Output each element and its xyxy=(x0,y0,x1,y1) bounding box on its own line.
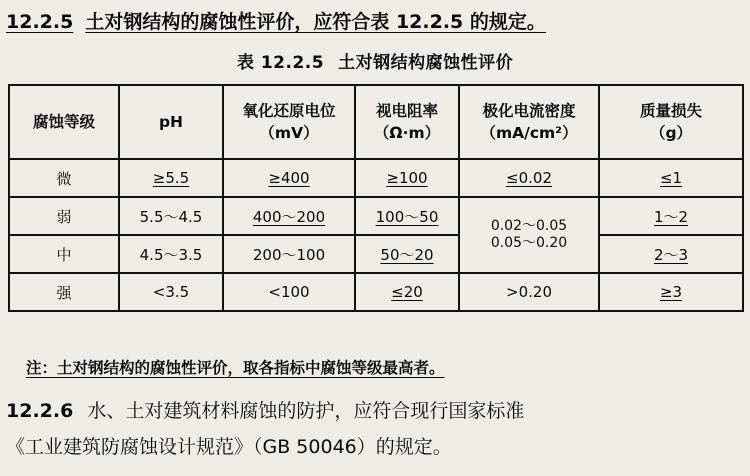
clause-12-2-6-line2: 《工业建筑防腐蚀设计规范》（GB 50046）的规定。 xyxy=(6,436,452,458)
cell-resistivity xyxy=(355,235,459,273)
header-mass-line2: （g） xyxy=(649,124,693,142)
header-cell-ph xyxy=(119,85,223,159)
table-caption-title: 土对钢结构腐蚀性评价 xyxy=(338,53,514,73)
header-cell-redox xyxy=(223,85,355,159)
table-note: 注：土对钢结构的腐蚀性评价，取各指标中腐蚀等级最高者。 xyxy=(26,359,445,377)
clause-text: 土对钢结构的腐蚀性评价，应符合表 12.2.5 的规定。 xyxy=(85,11,546,33)
cell-ph: 4.5～3.5 xyxy=(119,235,223,273)
cell-resistivity-value: ≥100 xyxy=(386,169,428,187)
cell-redox xyxy=(223,159,355,197)
cell-resistivity xyxy=(355,197,459,235)
header-cell-current xyxy=(459,85,599,159)
cell-grade: 强 xyxy=(9,273,119,311)
header-resistivity-line2: （Ω·m） xyxy=(373,124,441,142)
table-row xyxy=(9,235,743,273)
table-row xyxy=(9,159,743,197)
header-cell-mass xyxy=(599,85,743,159)
cell-ph: 5.5～4.5 xyxy=(119,197,223,235)
clause-number: 12.2.5 xyxy=(6,11,74,33)
cell-mass-value: ≤1 xyxy=(659,169,683,187)
cell-grade: 中 xyxy=(9,235,119,273)
cell-mass-value: 1～2 xyxy=(653,207,689,226)
header-current-line2: （mA/cm²） xyxy=(480,124,578,142)
cell-resistivity-value: 50～20 xyxy=(380,245,434,264)
cell-redox-value: 400～200 xyxy=(252,207,326,226)
cell-grade: 弱 xyxy=(9,197,119,235)
cell-resistivity-value: ≤20 xyxy=(391,283,423,301)
header-ph-line1: pH xyxy=(158,113,184,131)
cell-mass xyxy=(599,197,743,235)
header-redox-line1: 氧化还原电位 xyxy=(242,102,336,120)
cell-ph: <3.5 xyxy=(119,273,223,311)
cell-resistivity xyxy=(355,159,459,197)
cell-redox: 200～100 xyxy=(223,235,355,273)
cell-ph-value: ≥5.5 xyxy=(152,169,190,187)
cell-mass-value: ≥3 xyxy=(659,283,683,301)
corrosion-grade-table xyxy=(8,84,744,312)
clause-12-2-6 xyxy=(6,394,746,464)
cell-current-value: ≤0.02 xyxy=(506,169,552,187)
clause-12-2-6-line1: 水、土对建筑材料腐蚀的防护，应符合现行国家标准 xyxy=(87,400,525,422)
cell-mass xyxy=(599,159,743,197)
corrosion-grade-table-wrap xyxy=(8,84,742,312)
cell-current: >0.20 xyxy=(459,273,599,311)
cell-redox xyxy=(223,197,355,235)
header-mass-line1: 质量损失 xyxy=(639,102,702,120)
table-body xyxy=(9,159,743,311)
cell-mass xyxy=(599,273,743,311)
table-head xyxy=(9,85,743,159)
cell-current xyxy=(459,159,599,197)
header-cell-resistivity xyxy=(355,85,459,159)
header-redox-line2: （mV） xyxy=(259,124,319,142)
header-current-line1: 极化电流密度 xyxy=(482,102,576,120)
clause-12-2-6-number: 12.2.6 xyxy=(6,400,74,422)
cell-grade: 微 xyxy=(9,159,119,197)
cell-ph xyxy=(119,159,223,197)
cell-resistivity-value: 100～50 xyxy=(375,207,439,226)
cell-current-value-a: 0.02～0.05 xyxy=(490,218,568,234)
table-header-row xyxy=(9,85,743,159)
cell-redox: <100 xyxy=(223,273,355,311)
table-row xyxy=(9,273,743,311)
table-caption-number: 表 12.2.5 xyxy=(236,53,325,73)
table-row xyxy=(9,197,743,235)
cell-current-merged xyxy=(459,197,599,273)
cell-mass-value: 2～3 xyxy=(653,245,689,264)
clause-heading xyxy=(6,8,744,36)
cell-mass xyxy=(599,235,743,273)
cell-current-value-b: 0.05～0.20 xyxy=(490,235,568,251)
cell-resistivity xyxy=(355,273,459,311)
table-caption xyxy=(0,48,750,73)
cell-redox-value: ≥400 xyxy=(268,169,310,187)
header-cell-grade xyxy=(9,85,119,159)
header-grade-line1: 腐蚀等级 xyxy=(32,113,95,131)
header-resistivity-line1: 视电阻率 xyxy=(375,102,438,120)
